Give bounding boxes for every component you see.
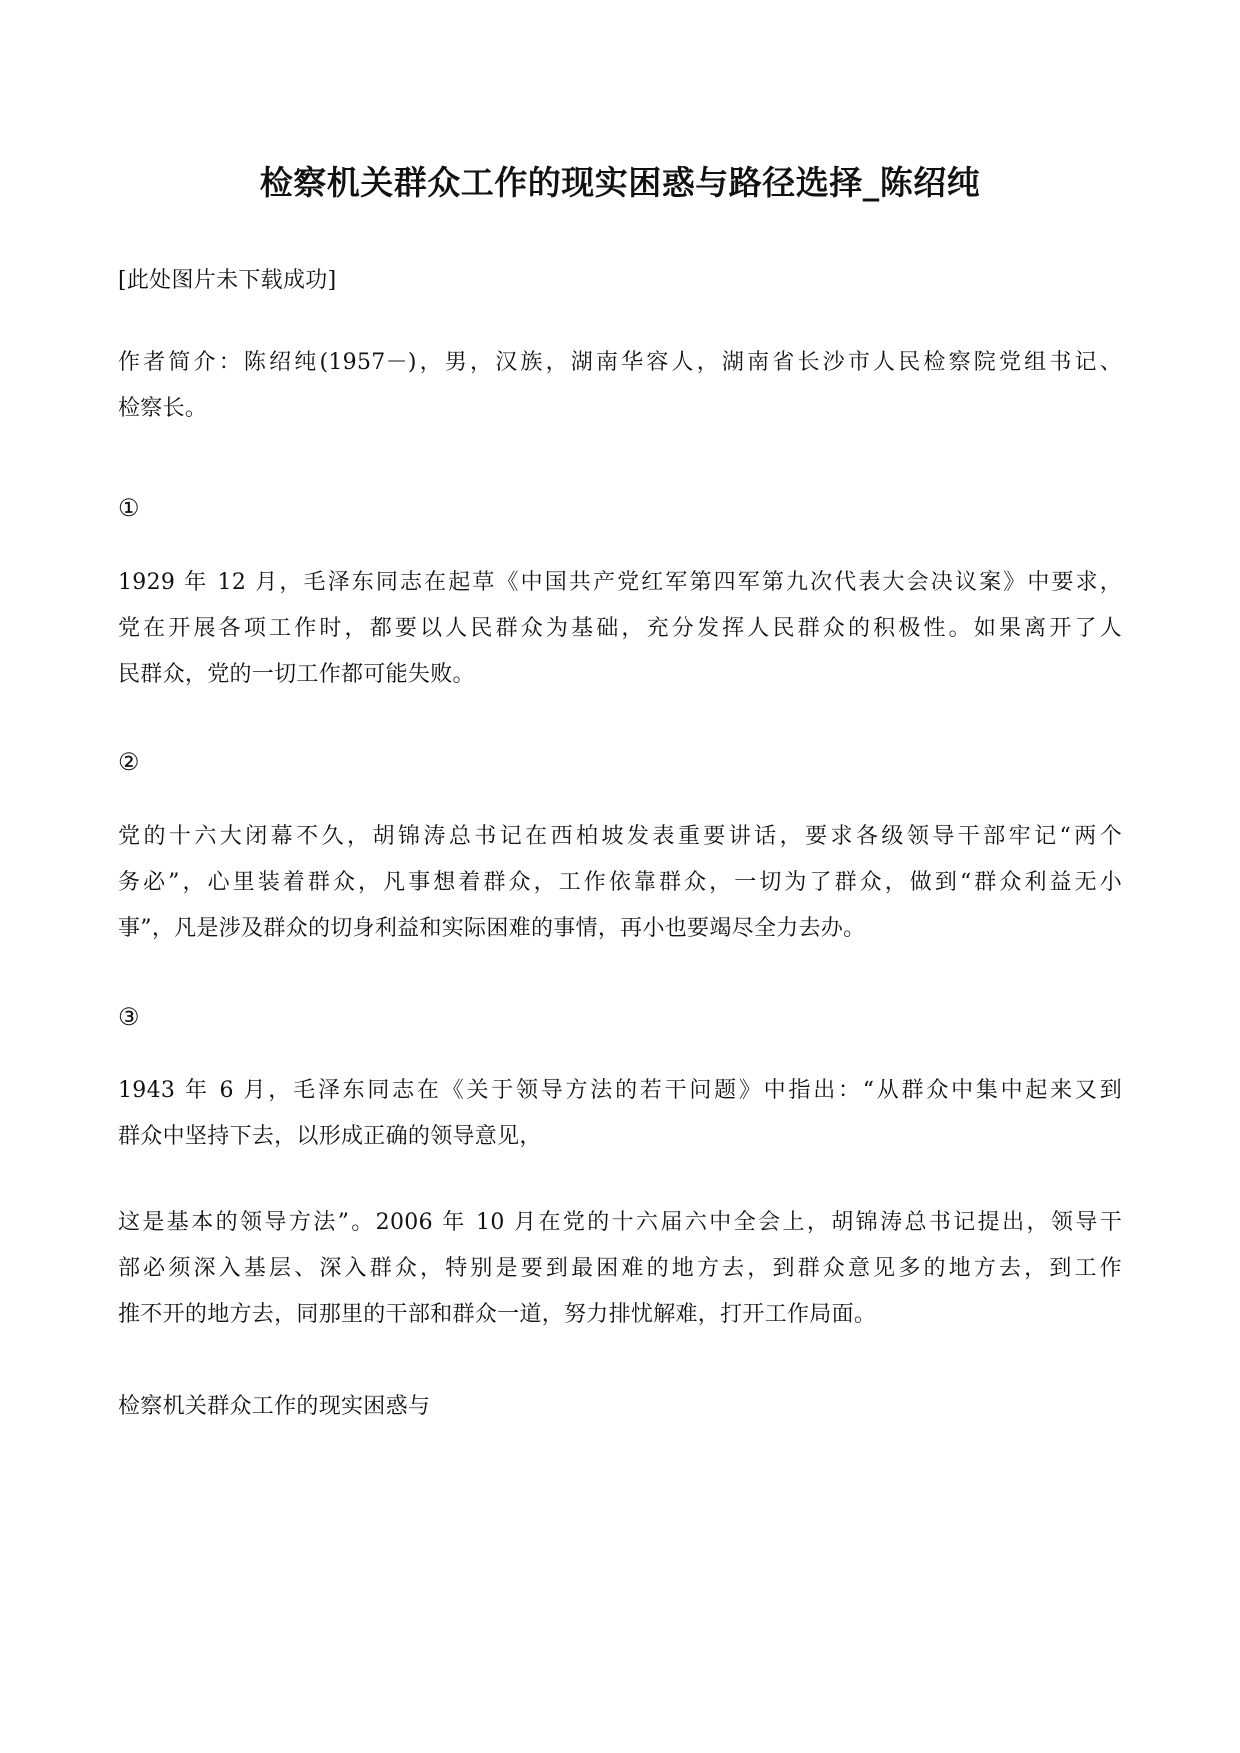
paragraph-line: 推不开的地方去，同那里的干部和群众一道，努力排忧解难，打开工作局面。: [118, 1302, 877, 1327]
paragraph-1: [118, 560, 1122, 698]
paragraph-line: 务必”，心里装着群众，凡事想着群众，工作依靠群众，一切为了群众，做到“群众利益无小: [118, 870, 1122, 895]
image-placeholder-text: [此处图片未下载成功]: [118, 268, 337, 293]
paragraph-line: 这是基本的领导方法”。2006 年 10 月在党的十六届六中全会上，胡锦涛总书记提出，领导干: [118, 1210, 1122, 1235]
author-intro-line: 检察长。: [118, 396, 208, 421]
author-intro-line: 作者简介：陈绍纯(1957－)，男，汉族，湖南华容人，湖南省长沙市人民检察院党组书记、: [118, 350, 1122, 375]
paragraph-line: 部必须深入基层、深入群众，特别是要到最困难的地方去，到群众意见多的地方去，到工作: [118, 1256, 1122, 1281]
author-intro: [118, 340, 1122, 432]
paragraph-line: 事”，凡是涉及群众的切身利益和实际困难的事情，再小也要竭尽全力去办。: [118, 916, 866, 941]
note-marker-2: ②: [118, 748, 140, 776]
note-marker-1: ①: [118, 494, 140, 522]
paragraph-line: 群众中坚持下去，以形成正确的领导意见，: [118, 1124, 542, 1149]
paragraph-2: [118, 814, 1122, 952]
section-heading-text: 检察机关群众工作的现实困惑与: [118, 1394, 431, 1419]
document-title: 检察机关群众工作的现实困惑与路径选择_陈绍纯: [259, 163, 981, 202]
section-heading: [118, 1384, 1122, 1430]
paragraph-line: 民群众，党的一切工作都可能失败。: [118, 662, 475, 687]
image-placeholder-note: [118, 258, 1122, 304]
paragraph-4: [118, 1200, 1122, 1338]
note-marker-3: ③: [118, 1003, 140, 1031]
paragraph-line: 党的十六大闭幕不久，胡锦涛总书记在西柏坡发表重要讲话，要求各级领导干部牢记“两个: [118, 824, 1122, 849]
paragraph-3: [118, 1068, 1122, 1160]
paragraph-line: 党在开展各项工作时，都要以人民群众为基础，充分发挥人民群众的积极性。如果离开了人: [118, 616, 1122, 641]
paragraph-line: 1929 年 12 月，毛泽东同志在起草《中国共产党红军第四军第九次代表大会决议案》中要求，: [118, 570, 1122, 595]
paragraph-line: 1943 年 6 月，毛泽东同志在《关于领导方法的若干问题》中指出：“从群众中集中起来又到: [118, 1078, 1122, 1103]
